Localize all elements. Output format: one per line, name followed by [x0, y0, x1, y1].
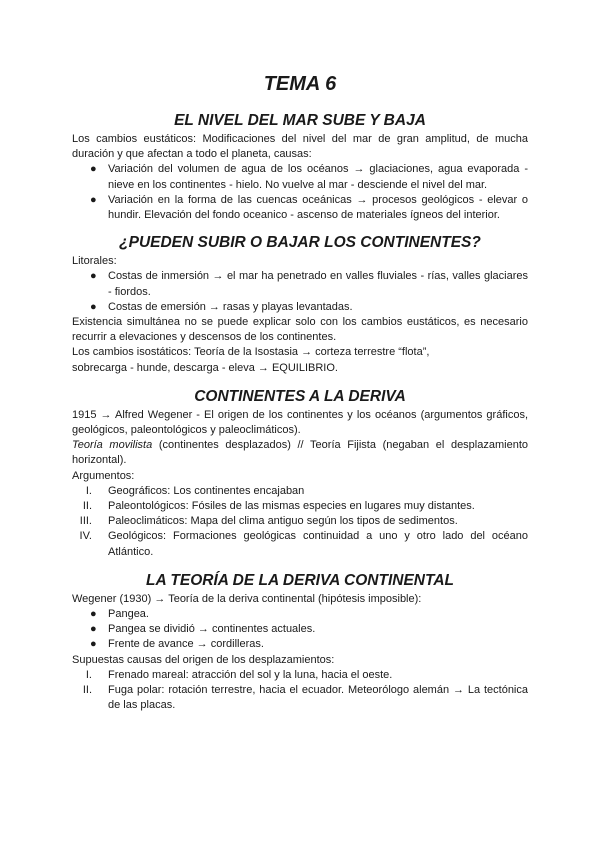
list-item [72, 484, 528, 499]
paragraph-text: (continentes desplazados) // Teoría Fijista (negaban el desplazamiento horizontal). [72, 439, 528, 467]
list-label: Argumentos: [72, 469, 135, 482]
list-item [72, 193, 528, 223]
section-intro: 1915 → Alfred Wegener - El origen de los continentes y los océanos (argumentos gráficos, geológicos, paleontológicos y paleoclimáticos). [72, 408, 528, 437]
list-item-text: Costas de inmersión → el mar ha penetrado en valles fluviales - rías, valles glaciares - fiordos. [108, 270, 528, 298]
section-heading: LA TEORÍA DE LA DERIVA CONTINENTAL [146, 571, 454, 589]
list-number: II. [82, 684, 92, 697]
bullet-icon: ● [90, 163, 97, 176]
list-item [72, 622, 528, 637]
bullet-icon: ● [90, 623, 97, 636]
list-number: II. [82, 500, 92, 513]
section-intro: Litorales: [72, 255, 117, 268]
section-nivel-del-mar [72, 112, 528, 223]
section-heading: CONTINENTES A LA DERIVA [194, 387, 406, 405]
section-deriva [72, 388, 528, 560]
list-item-text: Geológicos: Formaciones geológicas continuidad a uno y otro lado del océano Atlántico. [108, 530, 528, 558]
section-intro: Los cambios eustáticos: Modificaciones del nivel del mar de gran amplitud, de mucha duración y que afectan a todo el planeta, causas: [72, 133, 528, 161]
bullet-icon: ● [90, 300, 97, 313]
list-item [72, 668, 528, 683]
section-teoria-deriva [72, 572, 528, 714]
numbered-list [72, 484, 528, 560]
numbered-list [72, 668, 528, 714]
list-item-text: Paleontológicos: Fósiles de las mismas especies en lugares muy distantes. [108, 500, 475, 513]
document-body [72, 72, 528, 726]
page-title: TEMA 6 [263, 73, 337, 95]
list-number: IV. [79, 530, 92, 543]
list-number: I. [85, 668, 92, 681]
bullet-list [72, 607, 528, 653]
section-continentes [72, 234, 528, 376]
list-number: I. [85, 484, 92, 497]
section-heading: EL NIVEL DEL MAR SUBE Y BAJA [174, 112, 426, 129]
list-item [72, 514, 528, 529]
bullet-list [72, 269, 528, 315]
list-number: III. [79, 515, 92, 528]
list-item-text: Frente de avance → cordilleras. [108, 638, 264, 651]
section-heading: ¿PUEDEN SUBIR O BAJAR LOS CONTINENTES? [119, 234, 481, 252]
list-item [72, 607, 528, 622]
paragraph [72, 438, 528, 468]
list-item-text: Frenado mareal: atracción del sol y la luna, hacia el oeste. [108, 668, 393, 681]
bullet-icon: ● [90, 608, 97, 621]
list-item-text: Pangea. [108, 608, 149, 621]
list-item [72, 499, 528, 514]
paragraph: sobrecarga - hunde, descarga - eleva → EQUILIBRIO. [72, 361, 338, 374]
list-item-text: Costas de emersión → rasas y playas levantadas. [108, 300, 353, 313]
list-item-text: Pangea se dividió → continentes actuales. [108, 623, 316, 636]
paragraph: Los cambios isostáticos: Teoría de la Isostasia → corteza terrestre “flota”, [72, 346, 430, 359]
list-item [72, 529, 528, 559]
list-item-text: Variación en la forma de las cuencas oceánicas → procesos geológicos - elevar o hundir. Elevación del fondo oceanico - ascenso de materiales ígneos del interior. [108, 193, 528, 222]
list-item [72, 637, 528, 652]
bullet-icon: ● [90, 270, 97, 283]
italic-term: Teoría movilista [72, 439, 153, 452]
list-item-text: Variación del volumen de agua de los océanos → glaciaciones, agua evaporada - nieve en los continentes - hielo. No vuelve al mar - desciende el nivel del mar. [108, 163, 528, 191]
list-item [72, 683, 528, 713]
paragraph: Existencia simultánea no se puede explicar solo con los cambios eustáticos, es necesario recurrir a elevaciones y descensos de los continentes. [72, 316, 528, 344]
bullet-list [72, 162, 528, 223]
list-item-text: Geográficos: Los continentes encajaban [108, 484, 305, 497]
list-label: Supuestas causas del origen de los desplazamientos: [72, 653, 335, 666]
list-item [72, 300, 528, 315]
bullet-icon: ● [90, 193, 97, 206]
list-item [72, 162, 528, 192]
list-item [72, 269, 528, 299]
list-item-text: Paleoclimáticos: Mapa del clima antiguo según los tipos de sedimentos. [108, 515, 458, 528]
section-intro: Wegener (1930) → Teoría de la deriva continental (hipótesis imposible): [72, 592, 422, 605]
bullet-icon: ● [90, 638, 97, 651]
list-item-text: Fuga polar: rotación terrestre, hacia el ecuador. Meteorólogo alemán → La tectónica de las placas. [108, 684, 528, 712]
